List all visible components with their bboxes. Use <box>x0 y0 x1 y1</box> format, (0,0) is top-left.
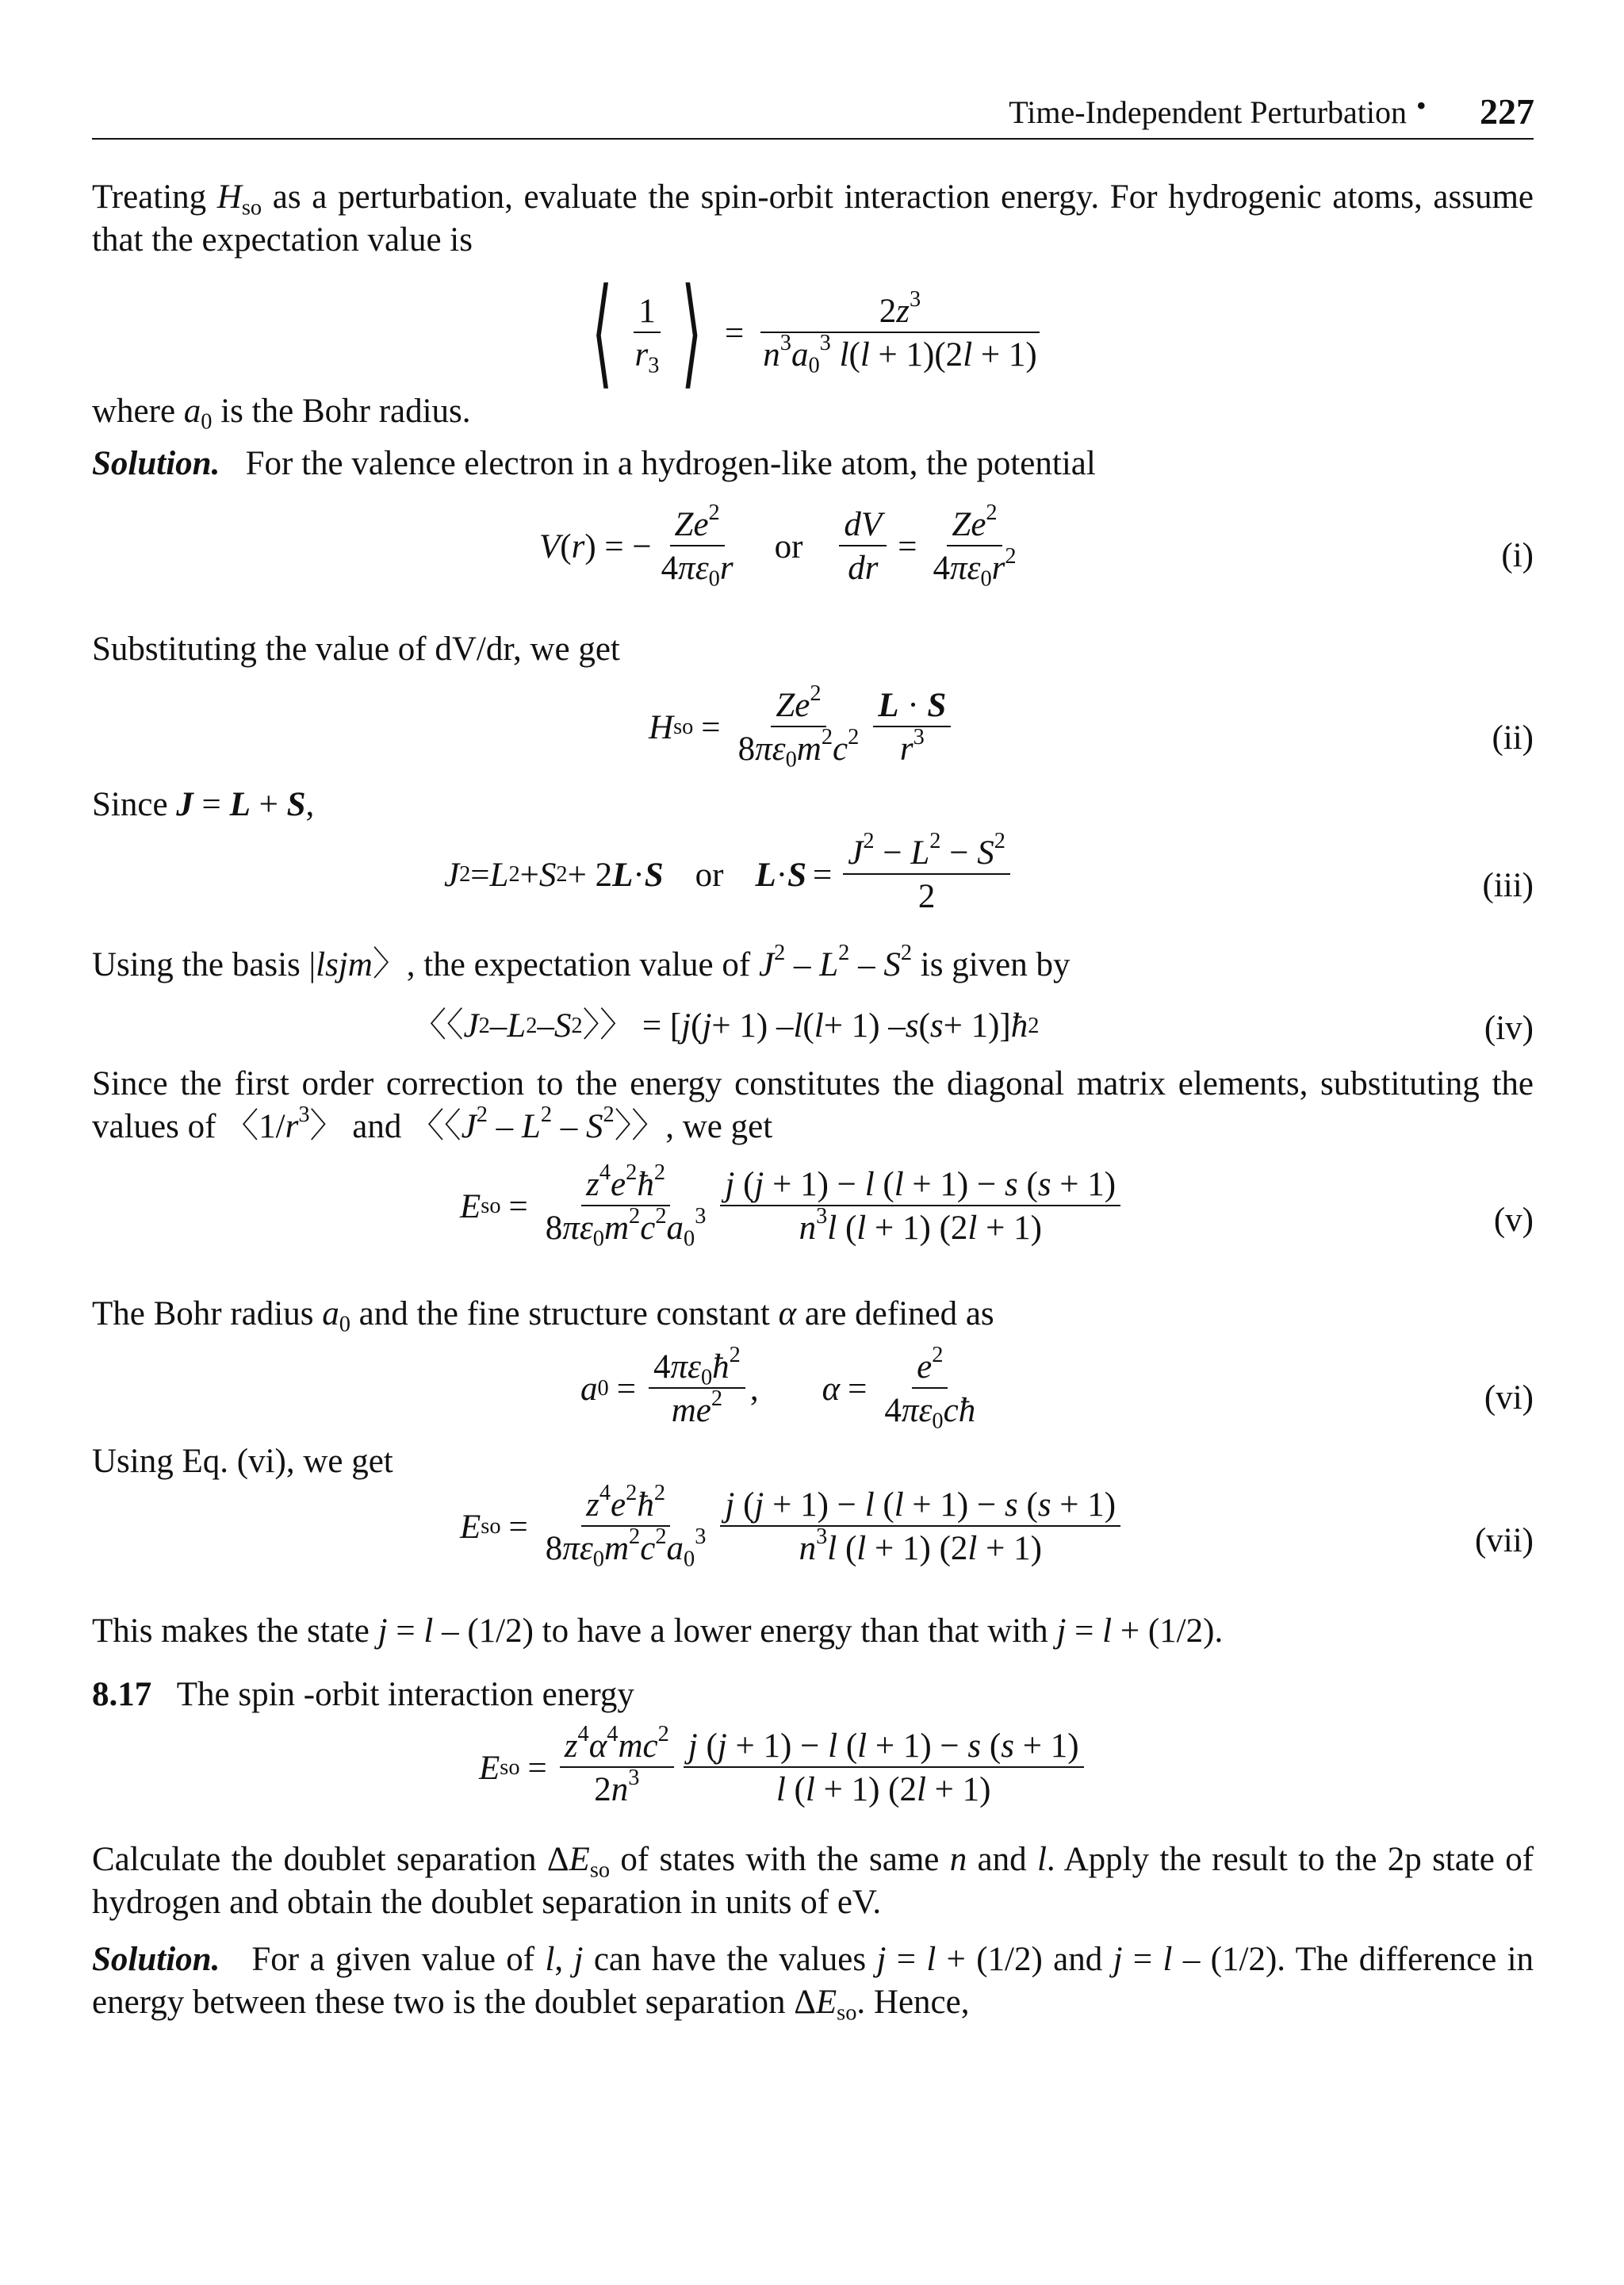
equation-number-ii: (ii) <box>1492 719 1534 757</box>
equation-number-v: (v) <box>1493 1202 1534 1239</box>
calc-doublet-paragraph: Calculate the doublet separation $\Delta E_{so}$ of states with the same n and l. Apply the result to the 2p state of hydrogen and obtain the doublet separation in units of eV. <box>92 1841 1534 1921</box>
problem-8-17-heading: 8.17 The spin -orbit interaction energy <box>92 1676 634 1713</box>
using-vi-text: Using Eq. (vi), we get <box>92 1443 393 1480</box>
header-rule <box>92 138 1534 140</box>
equation-number-i: (i) <box>1501 537 1534 574</box>
equation-i: V ( r ) = − $\frac{Ze^2}{4\pi\varepsilon_0r}$ or $\frac{dV}{dr}$ = $\frac{Ze^2}{4\pi\varepsilon_0r^2}$ <box>539 500 1017 592</box>
problem-8-17-equation: E so = $\frac{z^4\alpha^4mc^2}{2n^3}$ $\frac{j (j + 1) - l (l + 1) - s (s + 1)}{l (l + 1) (2l + 1)}$ <box>479 1729 1089 1807</box>
equation-v: E so = $\frac{z^4e^2ħ^2}{8\pi\varepsilon_0m^2c^2a_0^3}$ $\frac{j (j + 1) - l (l + 1) - s (s + 1)}{n^3l (l + 1) (2l + 1)}$ <box>460 1167 1125 1245</box>
problem-intro-paragraph: Treating $H_{so}$ as a perturbation, evaluate the spin-orbit interaction energy. For hydrogenic atoms, assume that the expectation value is <box>92 178 1534 259</box>
first-order-paragraph: Since the first order correction to the energy constitutes the diagonal matrix elements, substituting the values of 〈$1/r^3$〉 and 〈〈$J^2 - L^2 - S^2$〉〉, we get <box>92 1065 1534 1145</box>
equation-iv: 〈〈 J 2 – L 2 – S 2 〉〉 = [ j ( j + 1) – l ( l + 1) – s ( s + 1)] ħ 2 <box>412 1007 1040 1045</box>
solution-paragraph-1: Solution. For the valence electron in a hydrogen-like atom, the potential <box>92 445 1096 482</box>
page-number: 227 <box>1480 91 1534 132</box>
equation-number-iv: (iv) <box>1484 1010 1534 1047</box>
equation-number-iii: (iii) <box>1482 867 1534 904</box>
header-bullet: • <box>1416 90 1427 121</box>
bohr-radius-note: where $a_0$ is the Bohr radius. <box>92 393 471 435</box>
expectation-value-equation: ⟨ $\frac{1}{r_3}$ ⟩ = $\frac{2z^3}{n^3a_0^3 l(l + 1)(2l + 1)}$ <box>579 274 1047 393</box>
solution-paragraph-2: Solution. For a given value of l, j can have the values j = l + (1/2) and j = l – (1/2). The difference in energy between these two is the doublet separation $\Delta E_{so}$. Hence, <box>92 1941 1534 2026</box>
substituting-text: Substituting the value of dV/dr, we get <box>92 631 620 668</box>
equation-number-vii: (vii) <box>1474 1522 1534 1559</box>
equation-vi: a 0 = $\frac{4\pi\varepsilon_0ħ^2}{me^2}$ , α = $\frac{e^2}{4\pi\varepsilon_0cħ}$ <box>580 1343 976 1434</box>
since-j-text: Since J = L + S, <box>92 786 315 823</box>
using-basis-text: Using the basis |lsjm〉, the expectation value of $J^2 - L^2 - S^2$ is given by <box>92 941 1071 983</box>
equation-number-vi: (vi) <box>1484 1379 1534 1417</box>
lower-energy-text: This makes the state j = l – (1/2) to have a lower energy than that with j = l + (1/2). <box>92 1612 1224 1650</box>
equation-vii: E so = $\frac{z^4e^2ħ^2}{8\pi\varepsilon_0m^2c^2a_0^3}$ $\frac{j (j + 1) - l (l + 1) - s (s + 1)}{n^3l (l + 1) (2l + 1)}$ <box>460 1488 1125 1566</box>
running-header-title: Time-Independent Perturbation <box>1009 94 1407 130</box>
equation-iii: J 2 = L 2 + S 2 + 2 L · S or L · S = $\frac{J^2 - L^2 - S^2}{2}$ <box>444 836 1015 914</box>
equation-ii: H so = $\frac{Ze^2}{8\pi\varepsilon_0m^2c^2}$ $\frac{L \cdot S}{r^3}$ <box>649 688 956 766</box>
bohr-fine-text: The Bohr radius $a_0$ and the fine structure constant α are defined as <box>92 1295 994 1337</box>
